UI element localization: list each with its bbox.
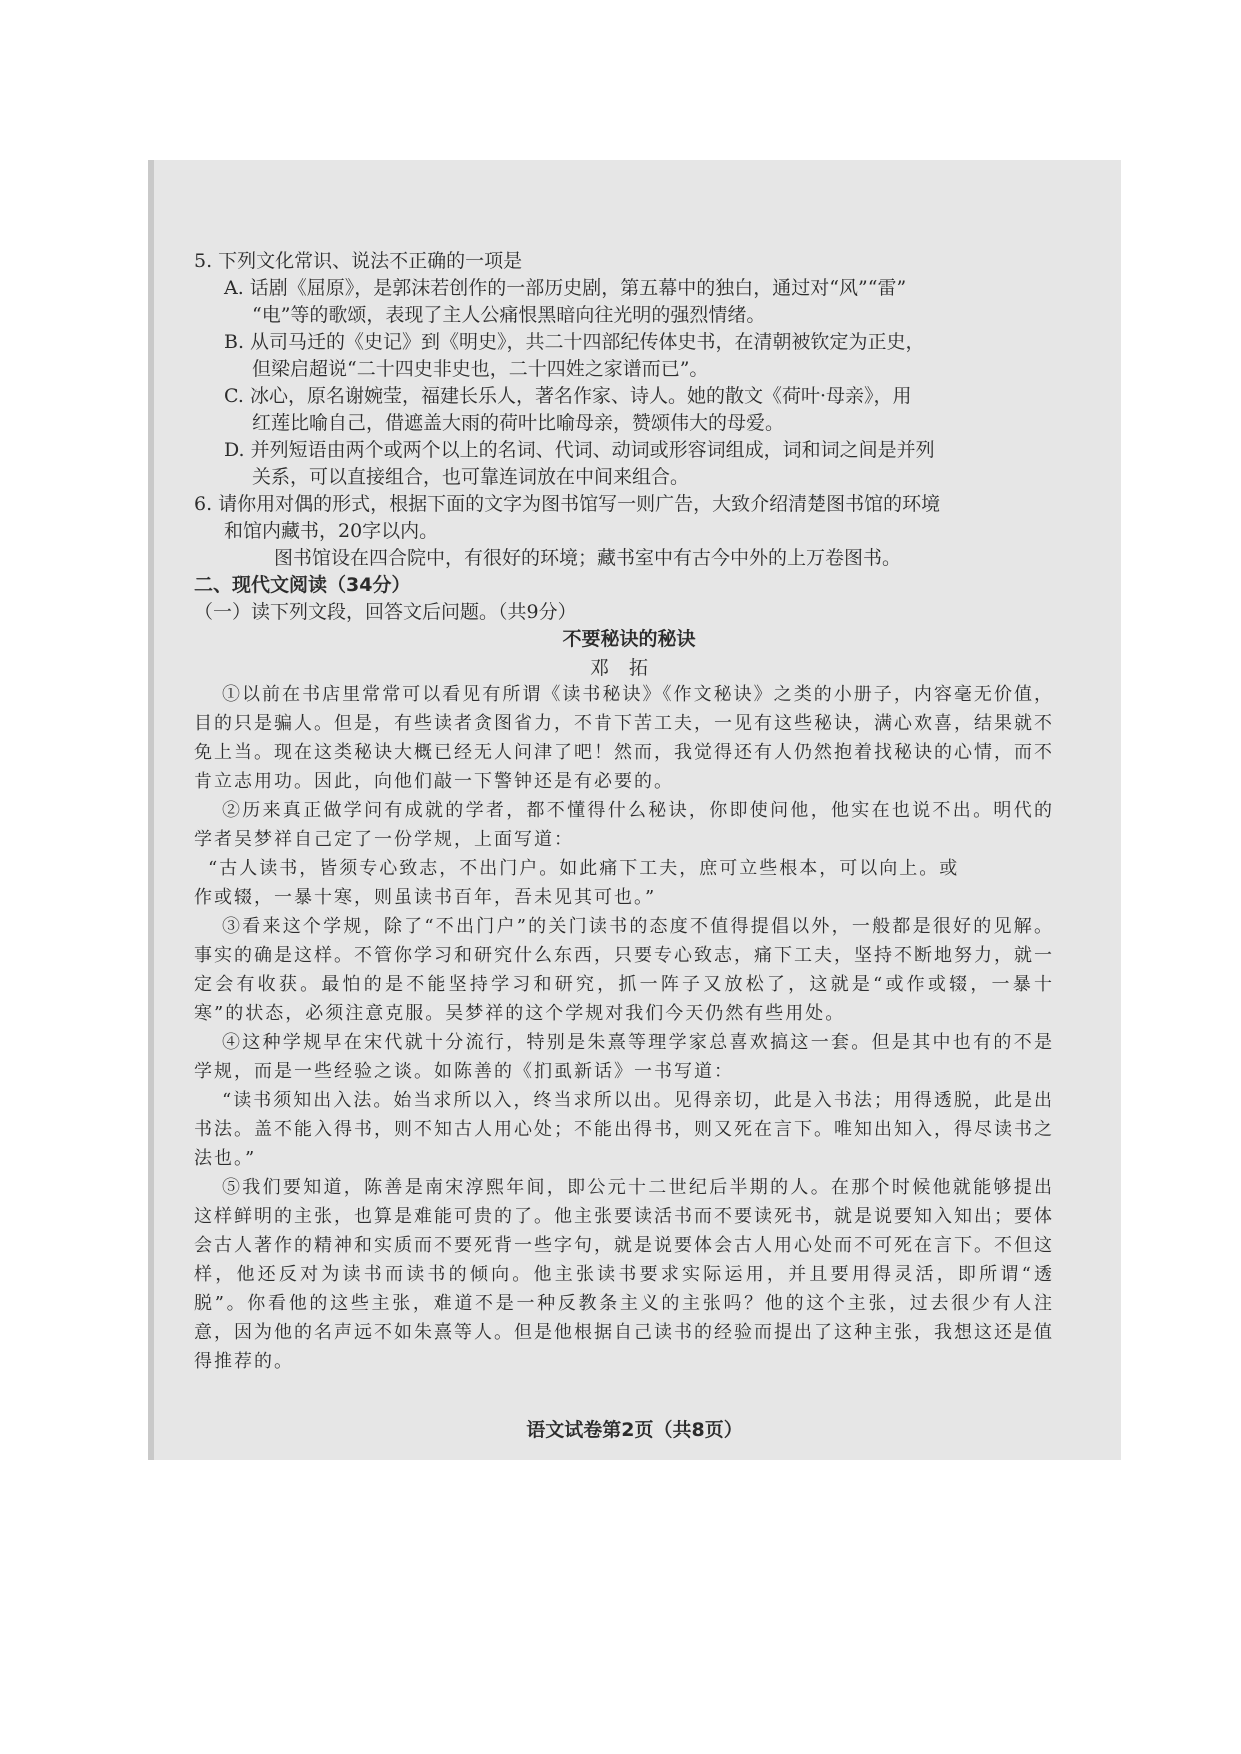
q6-stem: 6. 请你用对偶的形式，根据下面的文字为图书馆写一则广告，大致介绍清楚图书馆的环境: [194, 493, 941, 515]
section-title: 二、现代文阅读（34分）: [194, 574, 411, 596]
article-quote-1a: “古人读书，皆须专心致志，不出门户。如此痛下工夫，庶可立些根本，可以向上。或: [208, 858, 960, 879]
article-paragraph-3: ③看来这个学规，除了“不出门户”的关门读书的态度不值得提倡以外，一般都是很好的见解。事实的确是这样。不管你学习和研究什么东西，只要专心致志，痛下工夫，坚持不断地努力，就一定会有收获。最怕的是不能坚持学习和研究，抓一阵子又放松了，这就是“或作或辍，一暴十寒”的状态，必须注意克服。吴梦祥的这个学规对我们今天仍然有些用处。: [194, 916, 1054, 1024]
section-subtitle: （一）读下列文段，回答文后问题。（共9分）: [194, 601, 577, 623]
page-content: [194, 248, 1064, 1376]
page-footer: 语文试卷第2页（共8页）: [526, 1419, 743, 1441]
q6-material: 图书馆设在四合院中，有很好的环境；藏书室中有古今中外的上万卷图书。: [274, 547, 902, 569]
article-author: 邓拓: [589, 657, 668, 679]
q5-option-c-cont: 红莲比喻自己，借遮盖大雨的荷叶比喻母亲，赞颂伟大的母爱。: [252, 412, 785, 434]
scanned-page: [148, 160, 1121, 1460]
article-title: 不要秘诀的秘诀: [562, 628, 696, 650]
q5-option-b-cont: 但梁启超说“二十四史非史也，二十四姓之家谱而已”。: [252, 358, 709, 380]
q5-stem: 5. 下列文化常识、说法不正确的一项是: [194, 250, 523, 272]
article-quote-2: “读书须知出入法。始当求所以入，终当求所以出。见得亲切，此是入书法；用得透脱，此是出书法。盖不能入得书，则不知古人用心处；不能出得书，则又死在言下。唯知出知入，得尽读书之法也。”: [194, 1090, 1054, 1169]
q5-option-b: B. 从司马迁的《史记》到《明史》，共二十四部纪传体史书，在清朝被钦定为正史，: [224, 331, 925, 353]
page-edge-shadow: [148, 160, 154, 1460]
q5-option-c: C. 冰心，原名谢婉莹，福建长乐人，著名作家、诗人。她的散文《荷叶·母亲》，用: [224, 385, 912, 407]
article-paragraph-4: ④这种学规早在宋代就十分流行，特别是朱熹等理学家总喜欢搞这一套。但是其中也有的不是学规，而是一些经验之谈。如陈善的《扪虱新话》一书写道：: [194, 1032, 1054, 1082]
article-paragraph-2: ②历来真正做学问有成就的学者，都不懂得什么秘诀，你即使问他，他实在也说不出。明代的学者吴梦祥自己定了一份学规，上面写道：: [194, 800, 1054, 850]
article-quote-1b: 作或辍，一暴十寒，则虽读书百年，吾未见其可也。”: [194, 887, 657, 908]
q5-option-d: D. 并列短语由两个或两个以上的名词、代词、动词或形容词组成，词和词之间是并列: [224, 439, 935, 461]
article-paragraph-5: ⑤我们要知道，陈善是南宋淳熙年间，即公元十二世纪后半期的人。在那个时候他就能够提出这样鲜明的主张，也算是难能可贵的了。他主张要读活书而不要读死书，就是说要知入知出；要体会古人著作的精神和实质而不要死背一些字句，就是说要体会古人用心处而不可死在言下。不但这样，他还反对为读书而读书的倾向。他主张读书要求实际运用，并且要用得灵活，即所谓“透脱”。你看他的这些主张，难道不是一种反教条主义的主张吗？他的这个主张，过去很少有人注意，因为他的名声远不如朱熹等人。但是他根据自己读书的经验而提出了这种主张，我想这还是值得推荐的。: [194, 1177, 1054, 1372]
article-paragraph-1: ①以前在书店里常常可以看见有所谓《读书秘诀》《作文秘诀》之类的小册子，内容毫无价值，目的只是骗人。但是，有些读者贪图省力，不肯下苦工夫，一见有这些秘诀，满心欢喜，结果就不免上当。现在这类秘诀大概已经无人问津了吧！然而，我觉得还有人仍然抱着找秘诀的心情，而不肯立志用功。因此，向他们敲一下警钟还是有必要的。: [194, 684, 1054, 792]
q5-option-a: A. 话剧《屈原》，是郭沫若创作的一部历史剧，第五幕中的独白，通过对“风”“雷”: [224, 277, 907, 299]
q6-stem-cont: 和馆内藏书，20字以内。: [224, 520, 439, 542]
q5-option-a-cont: “电”等的歌颂，表现了主人公痛恨黑暗向往光明的强烈情绪。: [252, 304, 766, 326]
q5-option-d-cont: 关系，可以直接组合，也可靠连词放在中间来组合。: [252, 466, 690, 488]
